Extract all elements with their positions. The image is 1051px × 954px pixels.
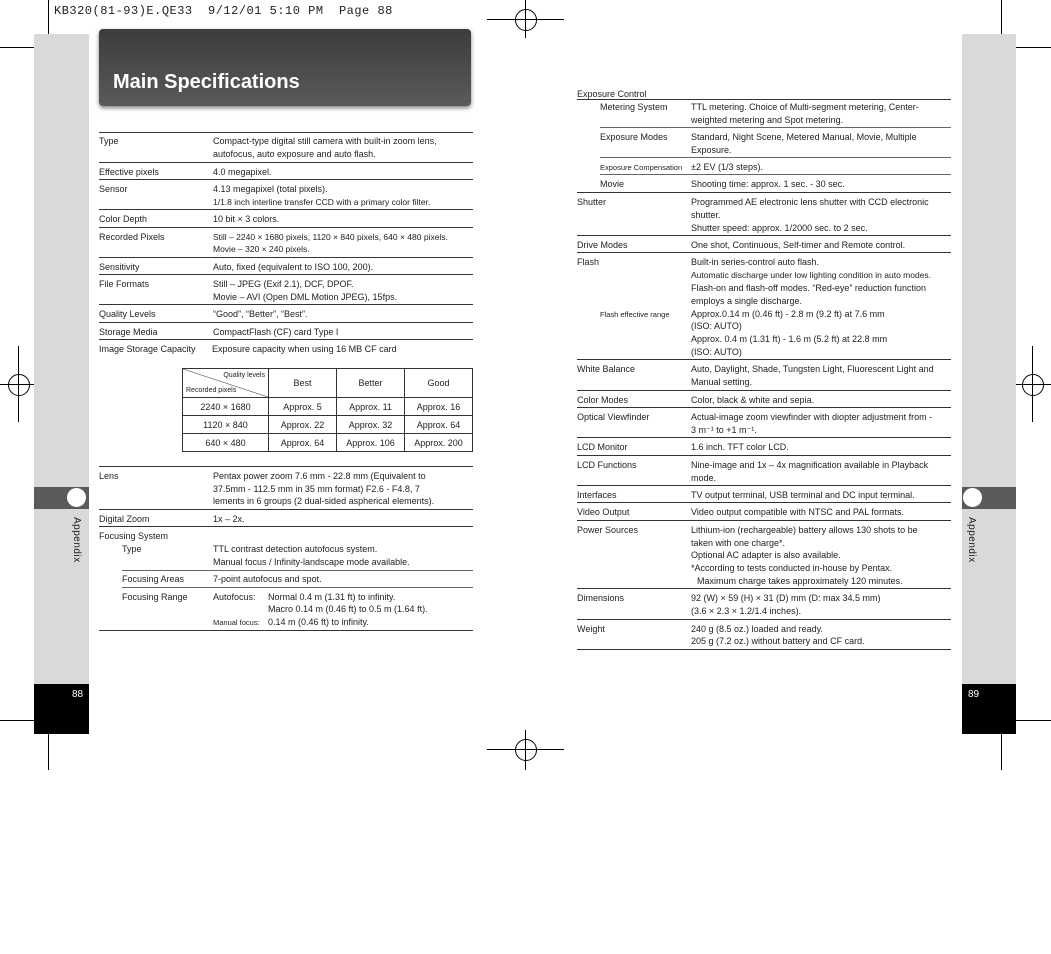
table-cell: Approx. 106 (337, 434, 405, 452)
rule (99, 162, 473, 163)
spec-key: File Formats (99, 279, 150, 289)
spec-key: Flash (577, 257, 600, 267)
spec-value: Lithium-ion (rechargeable) battery allows 130 shots to be (691, 525, 918, 535)
crop-mark (0, 720, 34, 721)
spec-value: Color, black & white and sepia. (691, 395, 815, 405)
right-section-tab-dot (963, 488, 982, 507)
left-page-number: 88 (72, 689, 84, 700)
spec-key: LCD Monitor (577, 442, 628, 452)
rule (99, 209, 473, 210)
spec-value: Shutter speed: approx. 1/2000 sec. to 2 sec. (691, 223, 868, 233)
rule (577, 455, 951, 456)
spec-value: Normal 0.4 m (1.31 ft) to infinity. (268, 592, 396, 602)
spec-value: Auto, Daylight, Shade, Tungsten Light, Fluorescent Light and (691, 364, 934, 374)
corner-label-bottom: Recorded pixels (186, 387, 237, 394)
table-row (183, 398, 473, 416)
table-cell: Approx. 200 (405, 434, 473, 452)
title-banner (99, 29, 471, 106)
spec-value: Exposure capacity when using 16 MB CF card (212, 344, 397, 354)
corner-label-top: Quality levels (223, 372, 265, 379)
rule (99, 509, 473, 510)
spec-key: Recorded Pixels (99, 232, 165, 242)
spec-value: taken with one charge*. (691, 538, 786, 548)
table-cell: 640 × 480 (183, 434, 269, 452)
rule (577, 252, 951, 253)
spec-value: Manual setting. (691, 377, 753, 387)
spec-value: TTL metering. Choice of Multi-segment metering, Center- (691, 102, 919, 112)
spec-key: Sensitivity (99, 262, 140, 272)
storage-capacity-table (182, 368, 473, 452)
spec-subkey: Focusing Range (122, 592, 188, 602)
spec-value: 4.13 megapixel (total pixels). (213, 184, 328, 194)
spec-value: Built-in series-control auto flash. (691, 257, 820, 267)
rule (122, 587, 473, 588)
table-cell: Approx. 64 (405, 416, 473, 434)
spec-value: Compact-type digital still camera with built-in zoom lens, (213, 136, 437, 146)
spec-key: Weight (577, 624, 605, 634)
rule (99, 466, 473, 467)
rule (577, 437, 951, 438)
rule (600, 157, 951, 158)
spec-value: Pentax power zoom 7.6 mm - 22.8 mm (Equivalent to (213, 471, 426, 481)
registration-mark (515, 739, 537, 761)
rule (99, 322, 473, 323)
spec-value: 1.6 inch. TFT color LCD. (691, 442, 789, 452)
table-cell: Approx. 32 (337, 416, 405, 434)
spec-value: 0.14 m (0.46 ft) to infinity. (268, 617, 369, 627)
spec-key: Image Storage Capacity (99, 344, 196, 354)
table-cell: Approx. 16 (405, 398, 473, 416)
spec-key: Power Sources (577, 525, 639, 535)
table-row (183, 434, 473, 452)
spec-key: Lens (99, 471, 119, 481)
spec-value: *According to tests conducted in-house by Pentax. (691, 563, 893, 573)
spec-subkey: Movie (600, 179, 625, 189)
registration-mark (515, 9, 537, 31)
spec-value: Movie – 320 × 240 pixels. (213, 244, 310, 254)
spec-subkey: Metering System (600, 102, 668, 112)
spec-value: 205 g (7.2 oz.) without battery and CF card. (691, 636, 865, 646)
spec-value: lements in 6 groups (2 dual-sided aspherical elements). (213, 496, 435, 506)
spec-key: Color Depth (99, 214, 148, 224)
table-header: Best (269, 369, 337, 398)
rule (99, 274, 473, 275)
spec-value: Actual-image zoom viewfinder with diopter adjustment from - (691, 412, 933, 422)
spec-subkey: Flash effective range (600, 310, 670, 319)
table-row (183, 416, 473, 434)
spec-value: Still – JPEG (Exif 2.1), DCF, DPOF. (213, 279, 354, 289)
rule (577, 359, 951, 360)
crop-mark (0, 47, 34, 48)
rule (122, 570, 473, 571)
crop-mark (1016, 47, 1051, 48)
spec-key: Quality Levels (99, 309, 156, 319)
spec-value: employs a single discharge. (691, 296, 803, 306)
spec-value: Shooting time: approx. 1 sec. - 30 sec. (691, 179, 845, 189)
rule (99, 132, 473, 133)
rule (577, 235, 951, 236)
spec-value: (ISO: AUTO) (691, 321, 742, 331)
crop-mark (48, 734, 49, 770)
spec-value: Exposure. (691, 145, 732, 155)
spec-value: “Good”, “Better”, “Best”. (213, 309, 308, 319)
spec-value: CompactFlash (CF) card Type I (213, 327, 339, 337)
right-sidebar (962, 34, 1016, 684)
spec-value: Automatic discharge under low lighting condition in auto modes. (691, 270, 932, 280)
spec-key: White Balance (577, 364, 636, 374)
table-cell: Approx. 22 (269, 416, 337, 434)
spec-key: Drive Modes (577, 240, 628, 250)
spec-value: Optional AC adapter is also available. (691, 550, 841, 560)
spec-value: (3.6 × 2.3 × 1.2/1.4 inches). (691, 606, 802, 616)
rule (99, 179, 473, 180)
spec-subkey: Exposure Modes (600, 132, 668, 142)
spec-subkey: Type (122, 544, 142, 554)
table-cell: Approx. 5 (269, 398, 337, 416)
spec-key: Interfaces (577, 490, 617, 500)
rule (577, 649, 951, 650)
spec-value: autofocus, auto exposure and auto flash. (213, 149, 376, 159)
spec-key: Color Modes (577, 395, 629, 405)
table-header: Better (337, 369, 405, 398)
rule (99, 257, 473, 258)
rule (577, 390, 951, 391)
rule (99, 339, 473, 340)
spec-value: Still – 2240 × 1680 pixels, 1120 × 840 pixels, 640 × 480 pixels. (213, 232, 448, 242)
table-header: Good (405, 369, 473, 398)
rule (577, 588, 951, 589)
table-header-row (183, 369, 473, 398)
spec-value: One shot, Continuous, Self-timer and Remote control. (691, 240, 906, 250)
spec-key: Focusing System (99, 531, 169, 541)
left-sidebar (34, 34, 89, 684)
spec-key: Storage Media (99, 327, 158, 337)
table-corner-cell (183, 369, 269, 398)
spec-value: 1x – 2x. (213, 514, 245, 524)
rule (600, 174, 951, 175)
rule (577, 485, 951, 486)
spec-key: LCD Functions (577, 460, 637, 470)
spec-key: Digital Zoom (99, 514, 150, 524)
rule (600, 127, 951, 128)
rule (99, 630, 473, 631)
spec-value: (ISO: AUTO) (691, 347, 742, 357)
spec-value: 1/1.8 inch interline transfer CCD with a primary color filter. (213, 197, 431, 207)
spec-value: Auto, fixed (equivalent to ISO 100, 200). (213, 262, 374, 272)
spec-value: Maximum charge takes approximately 120 minutes. (697, 576, 903, 586)
spec-key: Sensor (99, 184, 128, 194)
spec-key: Video Output (577, 507, 630, 517)
registration-mark (8, 374, 30, 396)
print-slug: KB320(81-93)E.QE33 9/12/01 5:10 PM Page 88 (54, 4, 393, 18)
rule (99, 227, 473, 228)
spec-value: shutter. (691, 210, 721, 220)
spec-value: Approx. 0.4 m (1.31 ft) - 1.6 m (5.2 ft) at 22.8 mm (691, 334, 888, 344)
spec-value: 92 (W) × 59 (H) × 31 (D) mm (D: max 34.5 mm) (691, 593, 881, 603)
spec-value: 10 bit × 3 colors. (213, 214, 280, 224)
spec-key: Effective pixels (99, 167, 159, 177)
spec-key: Exposure Control (577, 89, 647, 99)
rule (577, 99, 951, 100)
spec-value: Video output compatible with NTSC and PAL formats. (691, 507, 904, 517)
rule (99, 526, 473, 527)
rule (577, 407, 951, 408)
spec-value: 37.5mm - 112.5 mm in 35 mm format) F2.6 - F4.8, 7 (213, 484, 420, 494)
table-cell: Approx. 64 (269, 434, 337, 452)
registration-mark (1022, 374, 1044, 396)
spec-value: Programmed AE electronic lens shutter with CCD electronic (691, 197, 929, 207)
spec-key: Shutter (577, 197, 607, 207)
spec-value: Approx.0.14 m (0.46 ft) - 2.8 m (9.2 ft) at 7.6 mm (691, 309, 885, 319)
rule (577, 619, 951, 620)
spec-value: Nine-image and 1x – 4x magnification available in Playback (691, 460, 929, 470)
spec-value: Macro 0.14 m (0.46 ft) to 0.5 m (1.64 ft). (268, 604, 428, 614)
spec-value: Movie – AVI (Open DML Motion JPEG), 15fps. (213, 292, 398, 302)
rule (577, 520, 951, 521)
crop-mark (1016, 720, 1051, 721)
spec-value: Manual focus / Infinity-landscape mode available. (213, 557, 410, 567)
table-cell: 2240 × 1680 (183, 398, 269, 416)
right-sidebar-label: Appendix (966, 517, 977, 563)
crop-mark (1001, 734, 1002, 770)
spec-subkey: Focusing Areas (122, 574, 185, 584)
table-cell: Approx. 11 (337, 398, 405, 416)
spec-value: 240 g (8.5 oz.) loaded and ready. (691, 624, 823, 634)
crop-mark (1001, 0, 1002, 34)
left-sidebar-label: Appendix (71, 517, 82, 563)
left-section-tab-dot (67, 488, 86, 507)
spec-key: Dimensions (577, 593, 625, 603)
spec-key: Optical Viewfinder (577, 412, 650, 422)
spec-value: 7-point autofocus and spot. (213, 574, 322, 584)
spec-value: TTL contrast detection autofocus system. (213, 544, 378, 554)
page-title: Main Specifications (113, 71, 300, 93)
spec-value: weighted metering and Spot metering. (691, 115, 844, 125)
spec-subkey: Exposure Compensation (600, 163, 683, 172)
spec-value: TV output terminal, USB terminal and DC input terminal. (691, 490, 915, 500)
spec-key: Type (99, 136, 119, 146)
rule (99, 304, 473, 305)
spec-value: ±2 EV (1/3 steps). (691, 162, 763, 172)
spec-value: 3 m⁻¹ to +1 m⁻¹. (691, 425, 757, 435)
spec-value: 4.0 megapixel. (213, 167, 272, 177)
spec-label: Manual focus: (213, 618, 260, 627)
rule (577, 192, 951, 193)
spec-value: Flash-on and flash-off modes. “Red-eye” reduction function (691, 283, 926, 293)
spec-value: mode. (691, 473, 717, 483)
crop-mark (48, 0, 49, 34)
table-cell: 1120 × 840 (183, 416, 269, 434)
spec-value: Standard, Night Scene, Metered Manual, Movie, Multiple (691, 132, 917, 142)
rule (577, 502, 951, 503)
spec-label: Autofocus: (213, 592, 256, 602)
right-page-number: 89 (968, 689, 980, 700)
